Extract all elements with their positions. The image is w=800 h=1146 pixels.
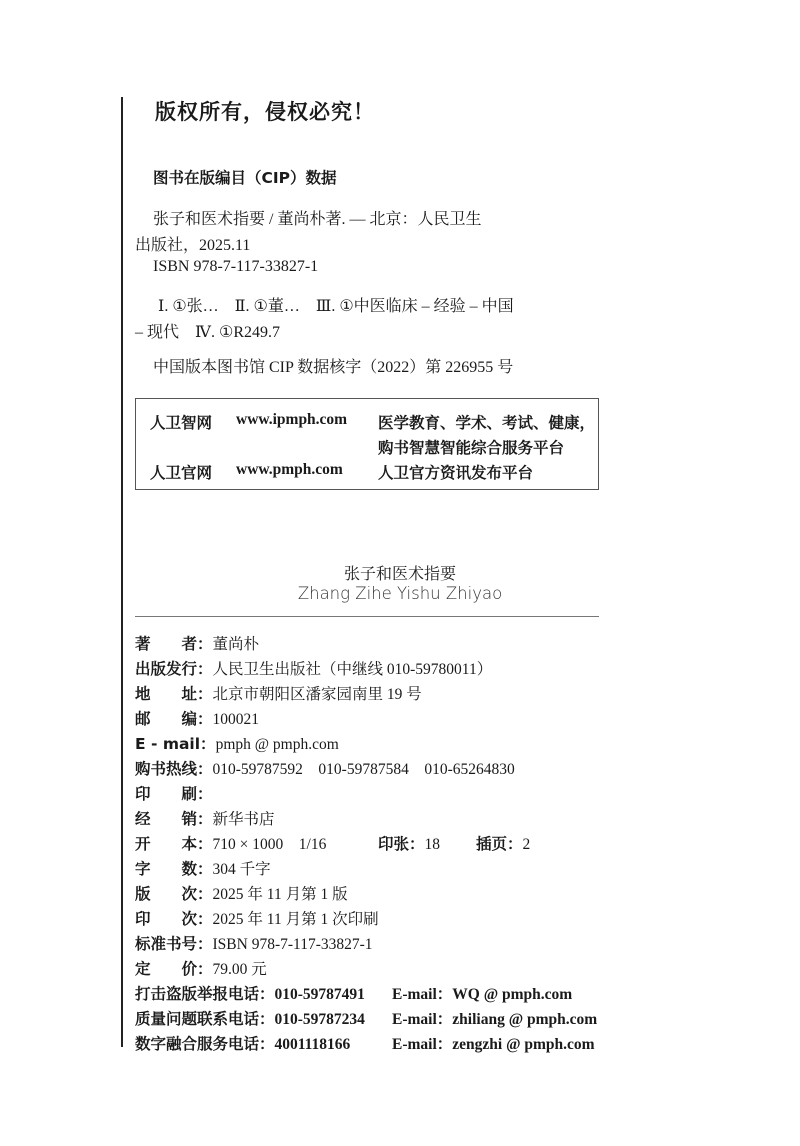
ipmph-name: 人卫智网 [150, 414, 213, 432]
hotline-email: E-mail：WQ @ pmph.com [392, 986, 573, 1003]
info-row: 出版发行：人民卫生出版社（中继线 010-59780011） [135, 660, 493, 678]
cip-line-4: Ⅰ. ①张… Ⅱ. ①董… Ⅲ. ①中医临床 – 经验 – 中国 [158, 298, 514, 315]
cip-line-2: 出版社，2025.11 [135, 237, 251, 254]
cip-line-3: ISBN 978-7-117-33827-1 [153, 258, 319, 275]
hotline-email: E-mail：zhiliang @ pmph.com [392, 1011, 598, 1028]
info-row: 开 本：710 × 1000 1/16 [135, 835, 327, 853]
hotline-row: 数字融合服务电话：4001118166 [135, 1035, 351, 1053]
info-row: E - mail：pmph @ pmph.com [135, 735, 339, 753]
title-divider [135, 616, 599, 617]
ipmph-desc-b: 购书智慧智能综合服务平台 [378, 439, 565, 457]
book-title-pinyin: Zhang Zihe Yishu Zhiyao [297, 584, 503, 603]
info-row: 印 刷： [135, 785, 213, 803]
info-row: 地 址：北京市朝阳区潘家园南里 19 号 [135, 685, 422, 703]
inserts-field: 插页：2 [476, 835, 531, 853]
cip-heading: 图书在版编目（CIP）数据 [153, 169, 337, 187]
pmph-url: www.pmph.com [236, 461, 343, 478]
copyright-notice: 版权所有，侵权必究！ [155, 100, 375, 124]
info-row: 经 销：新华书店 [135, 810, 275, 828]
hotline-email: E-mail：zengzhi @ pmph.com [392, 1036, 595, 1053]
info-row: 标准书号：ISBN 978-7-117-33827-1 [135, 935, 373, 953]
pmph-desc: 人卫官方资讯发布平台 [378, 464, 534, 482]
cip-line-6: 中国版本图书馆 CIP 数据核字（2022）第 226955 号 [153, 359, 514, 376]
cip-line-5: – 现代 Ⅳ. ①R249.7 [135, 324, 281, 341]
sheets-field: 印张：18 [378, 835, 441, 853]
hotline-row: 打击盗版举报电话：010-59787491 [135, 985, 365, 1003]
hotline-row: 质量问题联系电话：010-59787234 [135, 1010, 365, 1028]
ipmph-url: www.ipmph.com [236, 411, 348, 428]
info-row: 字 数：304 千字 [135, 860, 271, 878]
pmph-name: 人卫官网 [150, 464, 213, 482]
website-box [135, 398, 599, 490]
info-row: 邮 编：100021 [135, 710, 260, 728]
info-row: 购书热线：010-59787592 010-59787584 010-65264830 [135, 760, 515, 778]
cip-line-1: 张子和医术指要 / 董尚朴著. — 北京：人民卫生 [153, 211, 482, 228]
ipmph-desc-a: 医学教育、学术、考试、健康， [378, 414, 596, 432]
book-title-cn: 张子和医术指要 [343, 564, 456, 583]
info-row: 著 者：董尚朴 [135, 635, 260, 653]
info-row: 版 次：2025 年 11 月第 1 版 [135, 885, 348, 903]
info-row: 定 价：79.00 元 [135, 960, 267, 978]
info-row: 印 次：2025 年 11 月第 1 次印刷 [135, 910, 379, 928]
